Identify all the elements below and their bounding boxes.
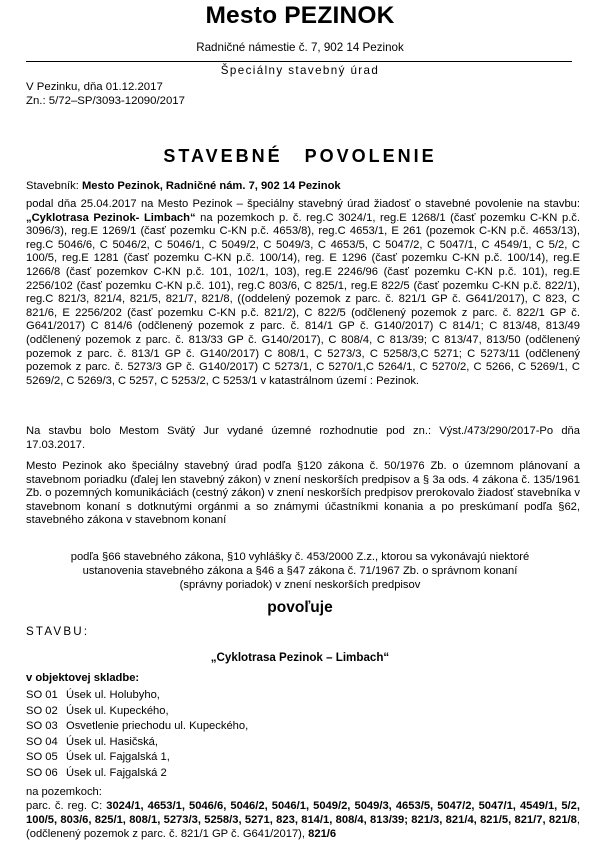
list-item: [26, 704, 248, 720]
date-line: V Pezinku, dňa 01.12.2017: [26, 81, 163, 93]
project-name: „Cyklotrasa Pezinok – Limbach“: [210, 651, 390, 664]
list-item: [26, 766, 248, 782]
item-code: SO 03: [26, 720, 58, 733]
header-divider: [26, 61, 572, 62]
item-name: Úsek ul. Fajgalská 2: [66, 766, 167, 779]
item-code: SO 01: [26, 689, 58, 701]
builder-line: [26, 180, 580, 194]
decision-verb: povoľuje: [267, 599, 333, 616]
parcels-mid: , (odčlenený pozemok z parc. č. 821/1 GP č. G641/2017),: [26, 814, 580, 840]
list-item: [26, 719, 248, 735]
application-intro: podal dňa 25.04.2017 na Mesto Pezinok – špeciálny stavebný úrad žiadosť o stavebné povolenie na stavbu:: [26, 198, 580, 210]
list-item: [26, 750, 248, 766]
parcels-prefix: parc. č. reg. C:: [26, 800, 107, 812]
city-address: Radničné námestie č. 7, 902 14 Pezinok: [196, 41, 404, 54]
office-name: Špeciálny stavebný úrad: [220, 64, 380, 77]
item-name: Úsek ul. Kupeckého,: [66, 704, 169, 717]
item-code: SO 06: [26, 766, 58, 779]
file-number: Zn.: 5/72–SP/3093-12090/2017: [26, 95, 185, 107]
procedure-paragraph: Mesto Pezinok ako špeciálny stavebný úrad podľa §120 zákona č. 50/1976 Zb. o územnom plánovaní a stavebnom poriadku (ďalej len stavebný zákon) v znení neskorších predpisov a § 3a ods. 4 zákona č. 135/1961 Zb. o pozemných komunikáciách (cestný zákon) v znení neskorších predpisov prerokovalo žiadosť stavebníka v stavebnom konaní s dotknutými orgánmi a so známymi účastníkmi konania a po preskúmaní podľa §62, stavebného zákona v stavebnom konaní: [26, 460, 580, 527]
parcels-bold-b: 821/6: [308, 828, 337, 840]
builder-value: Mesto Pezinok, Radničné nám. 7, 902 14 Pezinok: [81, 180, 341, 192]
structure-heading: v objektovej skladbe:: [26, 672, 140, 684]
item-name: Úsek ul. Hasičská,: [66, 735, 159, 748]
item-code: SO 05: [26, 751, 58, 764]
zoning-paragraph: Na stavbu bolo Mestom Svätý Jur vydané územné rozhodnutie pod zn.: Výst./473/290/2017-Po dňa 17.03.2017.: [26, 425, 580, 451]
item-name: Úsek ul. Fajgalská 1,: [66, 751, 170, 764]
application-paragraph: [26, 198, 580, 388]
item-name: Úsek ul. Holubyho,: [66, 689, 160, 701]
structure-list: [26, 688, 248, 782]
legal-basis-paragraph: podľa §66 stavebného zákona, §10 vyhlášky č. 453/2000 Z.z., ktorou sa vykonávajú niektoré ustanovenia stavebného zákona a §46 a §47 zákona č. 71/1967 Zb. o správnom konaní (správny poriadok) v znení neskorších predpisov: [70, 551, 530, 591]
decision-object: STAVBU:: [26, 625, 90, 638]
item-name: Osvetlenie priechodu ul. Kupeckého,: [66, 720, 249, 733]
builder-label: Stavebník:: [26, 180, 79, 192]
document-title: STAVEBNÉ POVOLENIE: [163, 146, 437, 166]
application-parcels: na pozemkoch p. č. reg.C 3024/1, reg.E 1268/1 (časť pozemku C-KN p.č. 3096/3), reg.E 1269/1 (časť pozemku C-KN p.č. 4653/8), reg.C 4653/1, E 261 (pozemok C-KN p.č. 4653/13), reg.C 5046/6, C 5046/2, C 5046/1, C 5049/2, C 5049/3, C 4653/5, C 5047/2, C 5047/1, C 4549/1, C 5/2, C 100/5, reg.E 1281 (časť pozemku C-KN p.č. 100/14), reg. E 1296 (časť pozemku C-KN p.č. 100/14), reg.E 1266/8 (časť pozemkov C-KN p.č. 101, 102/1, 103), reg.E 2246/96 (časť pozemku C-KN p.č. 101), reg.E 2256/102 (časť pozemku C-KN p.č. 101), reg.C 803/6, C 825/1, reg.E 822/5 (časť pozemku C-KN p.č. 822/1), reg.C 821/3, 821/4, 821/5, 821/7, 821/8, ((oddelený pozemok z parc. č. 821/1 GP č. G641/2017), C 823, C 821/6, E 2256/202 (časť pozemku C-KN p.č. 821/2), C 822/5 (odčlenený pozemok z parc. č. 822/1 GP č. G641/2017) C 814/6 (odčlenený pozemok z parc. č. 814/1 GP č. G140/2017) C 814/1; C 813/48, 813/49 (odčlenený pozemok z parc. č. 813/33 GP č. G140/2017), C 808/4, C 813/39; C 813/47, 813/50 (odčlenený pozemok z parc. č. 813/1 GP č. G140/2017) C 808/1, C 5273/3, C 5258/3,C 5271; C 5273/11 (odčlenený pozemok z parc. č. 5273/3 GP č. G140/2017) C 5273/1, C 5270/1,C 5264/1, C 5270/2, C 5266, C 5269/1, C 5269/2, C 5269/3, C 5257, C 5253/2, C 5253/1 v katastrálnom území : Pezinok.: [26, 211, 580, 387]
list-item: [26, 735, 248, 751]
city-name: Mesto PEZINOK: [205, 2, 395, 29]
parcels-label: na pozemkoch:: [26, 786, 102, 798]
item-code: SO 02: [26, 704, 58, 717]
list-item: [26, 688, 248, 704]
parcels-list: [26, 799, 580, 841]
item-code: SO 04: [26, 735, 58, 748]
project-name-inline: „Cyklotrasa Pezinok- Limbach“: [26, 211, 196, 224]
parcels-bold-a: 3024/1, 4653/1, 5046/6, 5046/2, 5046/1, 5049/2, 5049/3, 4653/5, 5047/2, 5047/1, 4549/1, 5/2, 100/5, 803/6, 825/1, 808/1, 5273/3, 5258/3, 5271, 823, 814/1, 808/4, 813/39; 821/3, 821/4, 821/5, 821/7, 821/8: [26, 800, 580, 826]
